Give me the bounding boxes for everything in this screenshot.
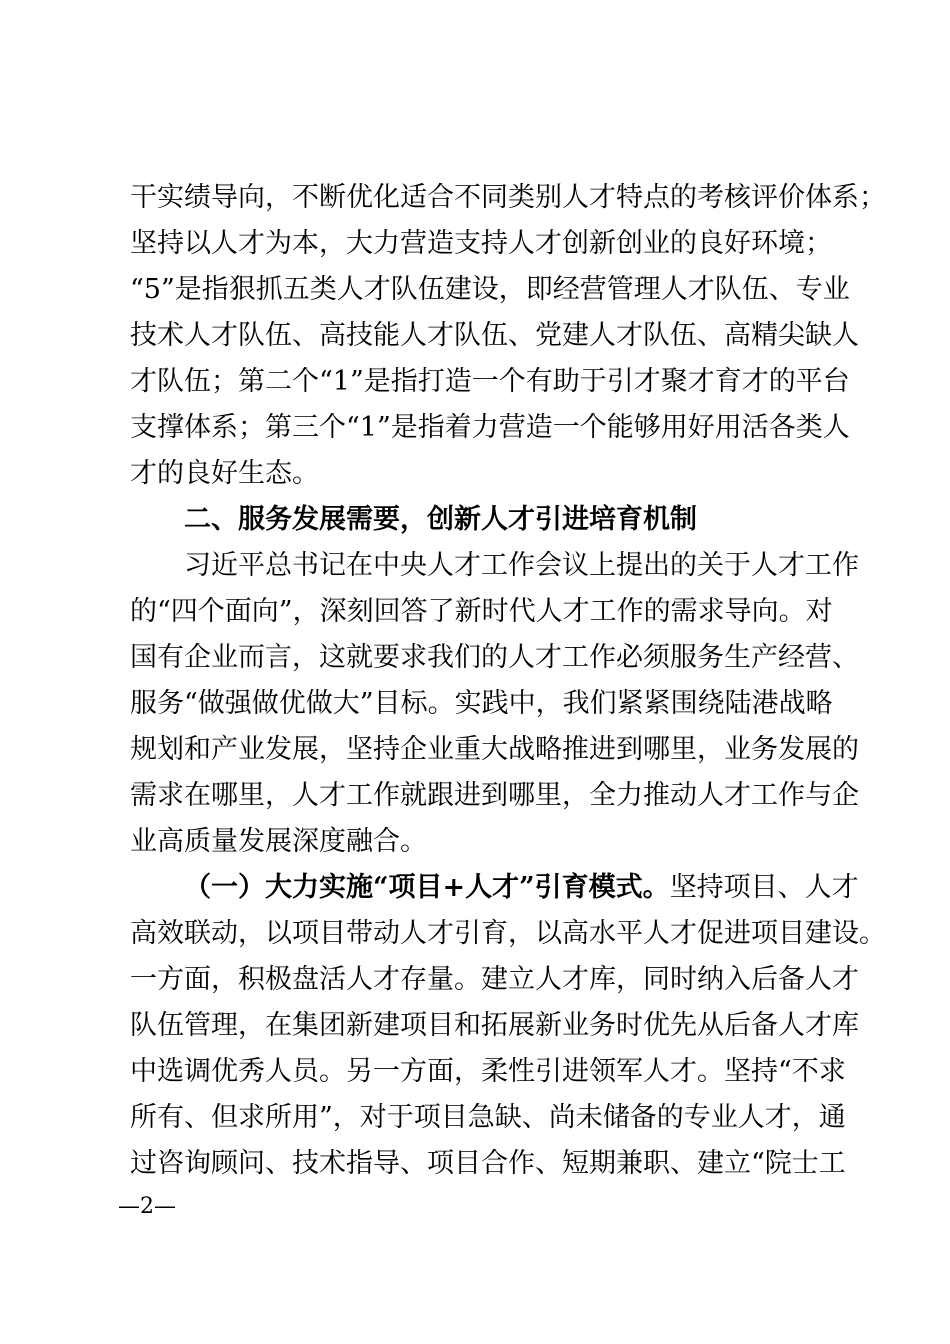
paragraph-line: “5”是指狠抓五类人才队伍建设，即经营管理人才队伍、专业 xyxy=(130,274,850,305)
page-number: —2— xyxy=(118,1194,176,1219)
paragraph-line: 才队伍；第二个“1”是指打造一个有助于引才聚才育才的平台 xyxy=(130,366,850,397)
paragraph-line: 才的良好生态。 xyxy=(130,458,319,489)
paragraph-line: 过咨询顾问、技术指导、项目合作、短期兼职、建立“院士工 xyxy=(130,1148,846,1179)
paragraph-line: 坚持以人才为本，大力营造支持人才创新创业的良好环境； xyxy=(130,228,832,259)
paragraph-line: 一方面，积极盘活人才存量。建立人才库，同时纳入后备人才 xyxy=(130,964,859,995)
paragraph-line: 干实绩导向，不断优化适合不同类别人才特点的考核评价体系； xyxy=(130,182,886,213)
paragraph-line: 业高质量发展深度融合。 xyxy=(130,826,427,857)
paragraph-line: 服务“做强做优做大”目标。实践中，我们紧紧围绕陆港战略 xyxy=(130,688,833,719)
subsection-text: 坚持项目、人才 xyxy=(669,872,859,903)
section-heading: 二、服务发展需要，创新人才引进培育机制 xyxy=(184,504,697,535)
paragraph-line: 高效联动，以项目带动人才引育，以高水平人才促进项目建设。 xyxy=(130,918,886,949)
paragraph-line: 支撑体系；第三个“1”是指着力营造一个能够用好用活各类人 xyxy=(130,412,850,443)
paragraph-line: 所有、但求所用”，对于项目急缺、尚未储备的专业人才，通 xyxy=(130,1102,846,1133)
paragraph-line: 的“四个面向”，深刻回答了新时代人才工作的需求导向。对 xyxy=(130,596,833,627)
paragraph-line: 规划和产业发展，坚持企业重大战略推进到哪里，业务发展的 xyxy=(130,734,859,765)
paragraph-line: 队伍管理，在集团新建项目和拓展新业务时优先从后备人才库 xyxy=(130,1010,859,1041)
paragraph-line: 中选调优秀人员。另一方面，柔性引进领军人才。坚持“不求 xyxy=(130,1056,846,1087)
paragraph-line: 技术人才队伍、高技能人才队伍、党建人才队伍、高精尖缺人 xyxy=(130,320,859,351)
paragraph-line: 国有企业而言，这就要求我们的人才工作必须服务生产经营、 xyxy=(130,642,859,673)
paragraph-line: 需求在哪里，人才工作就跟进到哪里，全力推动人才工作与企 xyxy=(130,780,859,811)
paragraph-line xyxy=(184,868,859,908)
paragraph-line: 习近平总书记在中央人才工作会议上提出的关于人才工作 xyxy=(184,550,859,581)
subsection-title: （一）大力实施“项目+人才”引育模式。 xyxy=(184,872,670,903)
